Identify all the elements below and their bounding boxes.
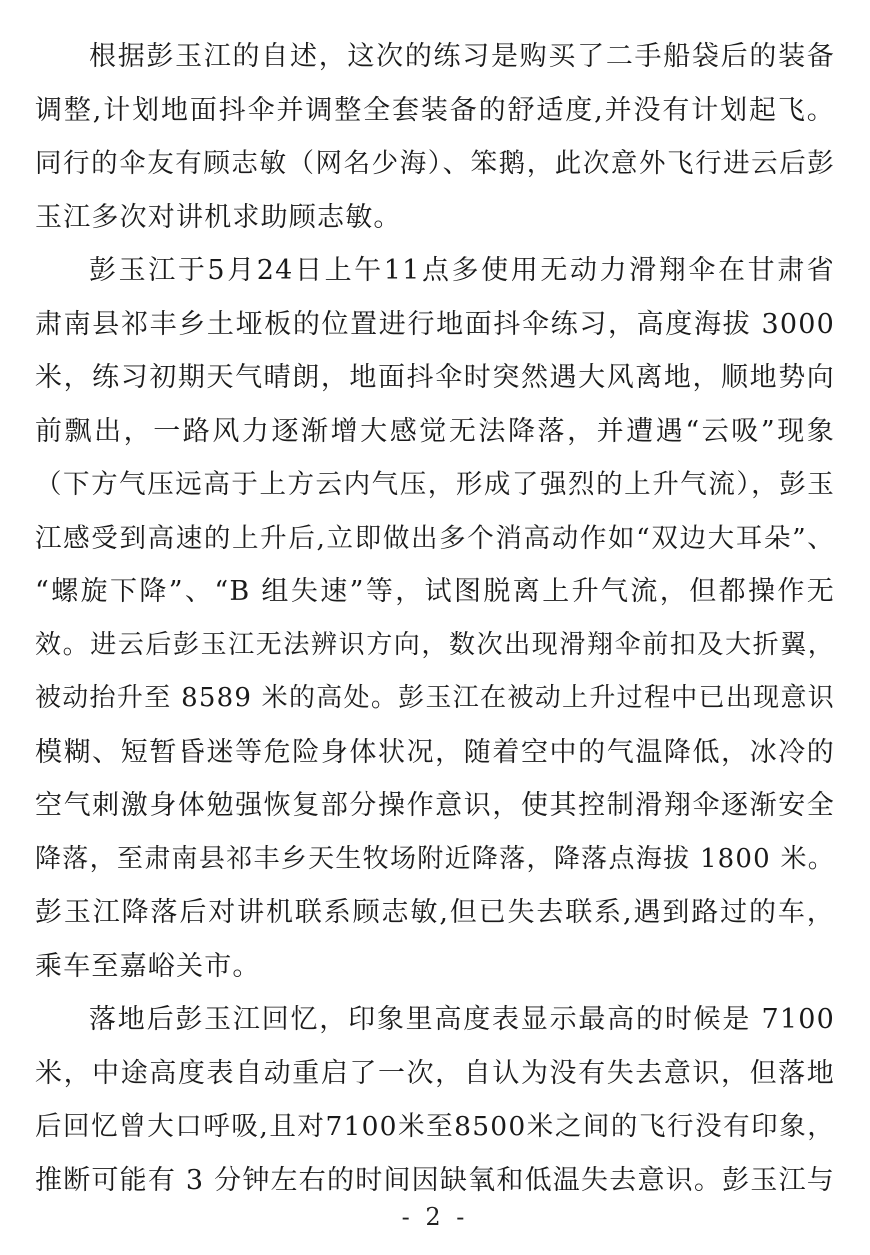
- text-line: 彭玉江于5月24日上午11点多使用无动力滑翔伞在甘肃省: [89, 255, 835, 286]
- paragraph-2: [35, 244, 835, 993]
- text-line: 调整,计划地面抖伞并调整全套装备的舒适度,并没有计划起飞。: [35, 94, 835, 126]
- text-line: 米，练习初期天气晴朗，地面抖伞时突然遇大风离地，顺地势向: [35, 362, 835, 393]
- text-line: 降落，至肃南县祁丰乡天生牧场附近降落，降落点海拔 1800 米。: [35, 843, 835, 874]
- text-line: 乘车至嘉峪关市。: [35, 950, 261, 982]
- paragraph-1: [35, 30, 835, 244]
- text-line: 效。进云后彭玉江无法辨识方向，数次出现滑翔伞前扣及大折翼，: [35, 629, 835, 660]
- text-line: 被动抬升至 8589 米的高处。彭玉江在被动上升过程中已出现意识: [35, 683, 835, 713]
- paragraph-3: [35, 993, 835, 1207]
- text-line: 落地后彭玉江回忆，印象里高度表显示最高的时候是 7100: [89, 1004, 835, 1035]
- text-line: 推断可能有 3 分钟左右的时间因缺氧和低温失去意识。彭玉江与: [35, 1164, 835, 1196]
- text-line: 后回忆曾大口呼吸,且对7100米至8500米之间的飞行没有印象，: [35, 1111, 835, 1142]
- text-line: 空气刺激身体勉强恢复部分操作意识，使其控制滑翔伞逐渐安全: [35, 790, 835, 821]
- text-line: “螺旋下降”、“B 组失速”等，试图脱离上升气流，但都操作无: [35, 576, 835, 607]
- text-line: 彭玉江降落后对讲机联系顾志敏,但已失去联系,遇到路过的车，: [35, 897, 835, 928]
- text-line: 模糊、短暂昏迷等危险身体状况，随着空中的气温降低，冰冷的: [35, 736, 835, 768]
- text-line: 根据彭玉江的自述，这次的练习是购买了二手船袋后的装备: [89, 41, 835, 72]
- text-line: 前飘出，一路风力逐渐增大感觉无法降落，并遭遇“云吸”现象: [35, 415, 835, 447]
- text-line: 米，中途高度表自动重启了一次，自认为没有失去意识，但落地: [35, 1057, 835, 1089]
- page-number: - 2 -: [401, 1203, 469, 1231]
- text-line: 同行的伞友有顾志敏（网名少海）、笨鹅，此次意外飞行进云后彭: [35, 148, 835, 179]
- text-line: 肃南县祁丰乡土垭板的位置进行地面抖伞练习，高度海拔 3000: [35, 308, 835, 340]
- text-line: 玉江多次对讲机求助顾志敏。: [35, 201, 402, 233]
- text-line: （下方气压远高于上方云内气压，形成了强烈的上升气流），彭玉: [35, 469, 835, 500]
- text-line: 江感受到高速的上升后,立即做出多个消高动作如“双边大耳朵”、: [35, 522, 835, 554]
- document-body: [35, 30, 835, 1207]
